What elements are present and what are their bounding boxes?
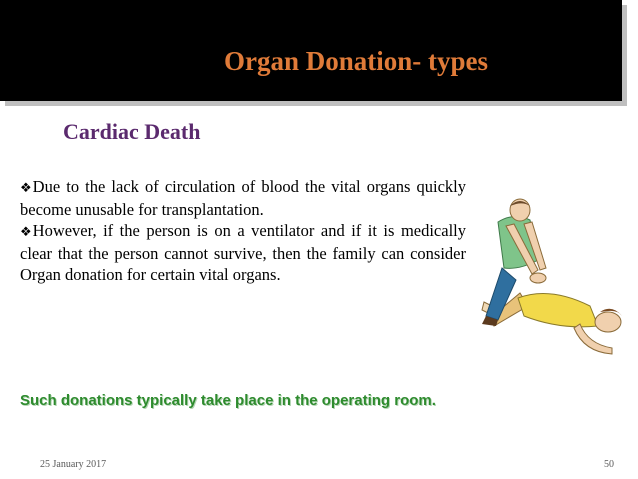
bullet-text: However, if the person is on a ventilator and if it is medically clear that the person cannot survive, then the family can consider Organ donation for certain vital organs. — [20, 221, 466, 285]
slide-title: Organ Donation- types — [223, 46, 488, 76]
cpr-illustration — [480, 198, 630, 366]
highlight-text: Such donations typically take place in the operating room. — [20, 392, 436, 409]
bullet-item — [20, 176, 466, 220]
slide-subtitle: Cardiac Death — [63, 119, 201, 144]
bullet-item — [20, 220, 466, 286]
bullet-text: Due to the lack of circulation of blood the vital organs quickly become unusable for transplantation. — [20, 177, 466, 219]
diamond-bullet-icon: ❖ — [20, 180, 32, 195]
title-bar — [0, 0, 622, 101]
page-number: 50 — [604, 459, 614, 470]
diamond-bullet-icon: ❖ — [20, 224, 32, 240]
footer-date: 25 January 2017 — [40, 459, 107, 470]
bullet-list — [20, 176, 466, 286]
